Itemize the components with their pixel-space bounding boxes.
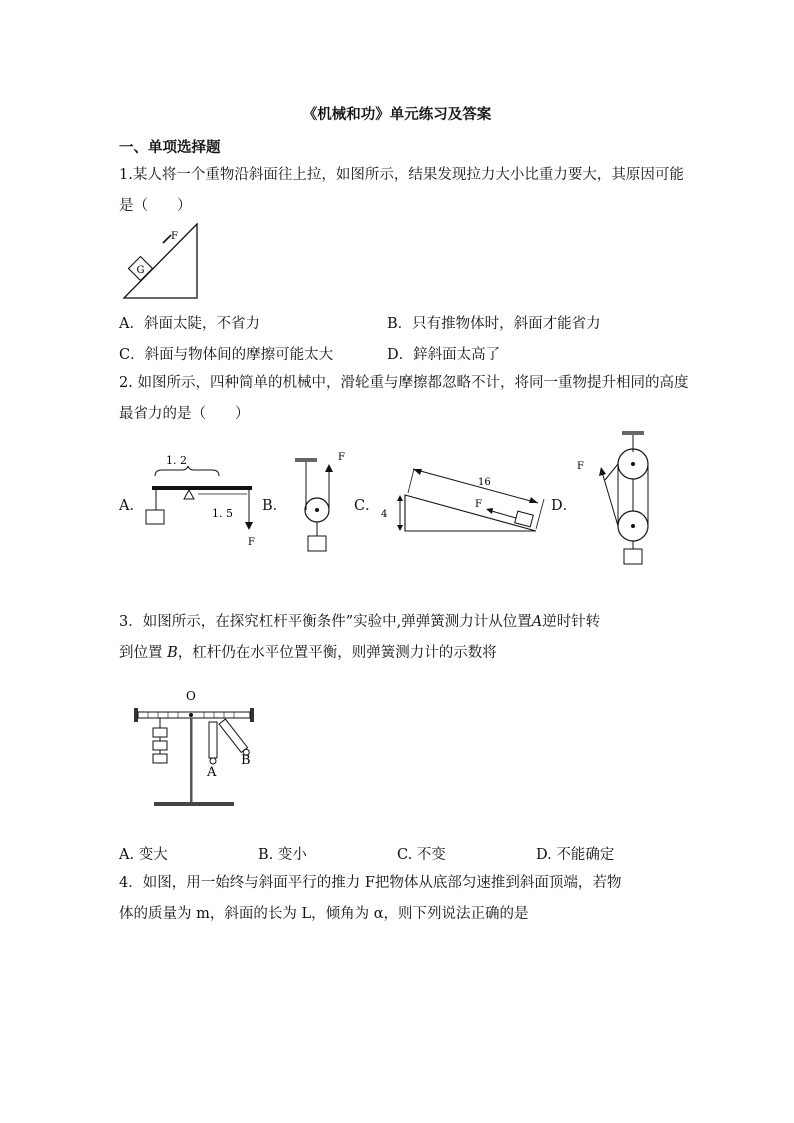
weight-2 <box>153 741 167 750</box>
q1-label-g: G <box>136 265 145 276</box>
q2c-force: F <box>475 499 482 510</box>
spring-scale-a <box>209 722 217 758</box>
q2d-force: F <box>577 461 584 472</box>
ceiling <box>295 458 317 462</box>
q1-label-f: F <box>171 231 178 242</box>
section-heading: 一、单项选择题 <box>119 139 221 156</box>
length-arrow <box>413 469 538 503</box>
q4-stem-line1: 4．如图，用一始终与斜面平行的推力 F把物体从底部匀速推到斜面顶端，若物 <box>119 875 622 891</box>
fulcrum <box>184 490 194 499</box>
q2a-bottom-length: 1. 5 <box>212 507 233 520</box>
stand-pole <box>190 718 193 804</box>
q3-option-d: D. 不能确定 <box>536 847 615 863</box>
q2-label-b: B． <box>262 498 288 514</box>
q2b-force: F <box>338 452 345 463</box>
q2-pulley-block-figure <box>572 428 652 568</box>
q3-label-o: O <box>186 689 196 703</box>
q1-option-a: A．斜面太陡，不省力 <box>119 316 260 332</box>
q4-stem-line2: 体的质量为 m，斜面的长为 L，倾角为 α，则下列说法正确的是 <box>119 906 529 922</box>
load-box <box>308 536 326 551</box>
stand-base <box>154 802 234 806</box>
block <box>515 511 534 527</box>
load-box <box>624 549 642 564</box>
q2-stem-line1: 2. 如图所示，四种简单的机械中，滑轮重与摩擦都忽略不计，将同一重物提升相同的高度 <box>119 375 689 391</box>
q1-incline-figure <box>120 222 202 302</box>
q2a-top-length: 1. 2 <box>166 454 187 467</box>
q3-stem-line1: 3．如图所示，在探究杠杆平衡条件”实验中,弹弹簧测力计从位置A逆时针转 <box>119 614 601 630</box>
incline-triangle <box>405 495 536 531</box>
q2-incline-figure <box>378 455 548 540</box>
lever-bar <box>138 712 250 718</box>
q2-label-c: C． <box>354 498 380 514</box>
q2-label-d: D． <box>551 498 578 514</box>
q2-pulley-figure <box>290 450 360 560</box>
q3-option-a: A. 变大 <box>119 847 168 863</box>
q2c-length: 16 <box>478 477 491 488</box>
q2a-force: F <box>248 537 255 548</box>
q1-stem-line2: 是（ ） <box>119 198 192 214</box>
q1-stem-line1: 1.某人将一个重物沿斜面往上拉，如图所示，结果发现拉力大小比重力要大，其原因可能 <box>119 167 684 183</box>
q3-option-c: C. 不变 <box>397 847 446 863</box>
q2c-height: 4 <box>381 509 388 520</box>
q1-option-c: C．斜面与物体间的摩擦可能太大 <box>119 347 334 363</box>
q1-option-d: D．鋅斜面太高了 <box>387 347 501 363</box>
incline-triangle <box>124 224 197 298</box>
weight-box <box>146 510 164 524</box>
q3-lever-figure <box>128 688 268 814</box>
lever-bar <box>152 486 252 490</box>
q3-stem-line2: 到位置 B，杠杆仍在水平位置平衡，则弹簧测力计的示数将 <box>119 645 497 661</box>
ceiling <box>622 431 644 435</box>
brace <box>155 466 219 476</box>
weight-3 <box>153 754 167 763</box>
spring-scale-b <box>219 719 251 757</box>
q1-option-b: B．只有推物体时，斜面才能省力 <box>387 316 601 332</box>
q2-stem-line2: 最省力的是（ ） <box>119 406 250 422</box>
q2-lever-figure <box>140 448 260 548</box>
q3-option-b: B. 变小 <box>258 847 307 863</box>
weight-1 <box>153 728 167 737</box>
q3-label-b: B <box>241 753 251 768</box>
q3-label-a: A <box>207 765 217 780</box>
page-title: 《机械和功》单元练习及答案 <box>302 106 492 123</box>
q2-label-a: A． <box>119 498 144 514</box>
force-arrow-f <box>163 235 171 243</box>
